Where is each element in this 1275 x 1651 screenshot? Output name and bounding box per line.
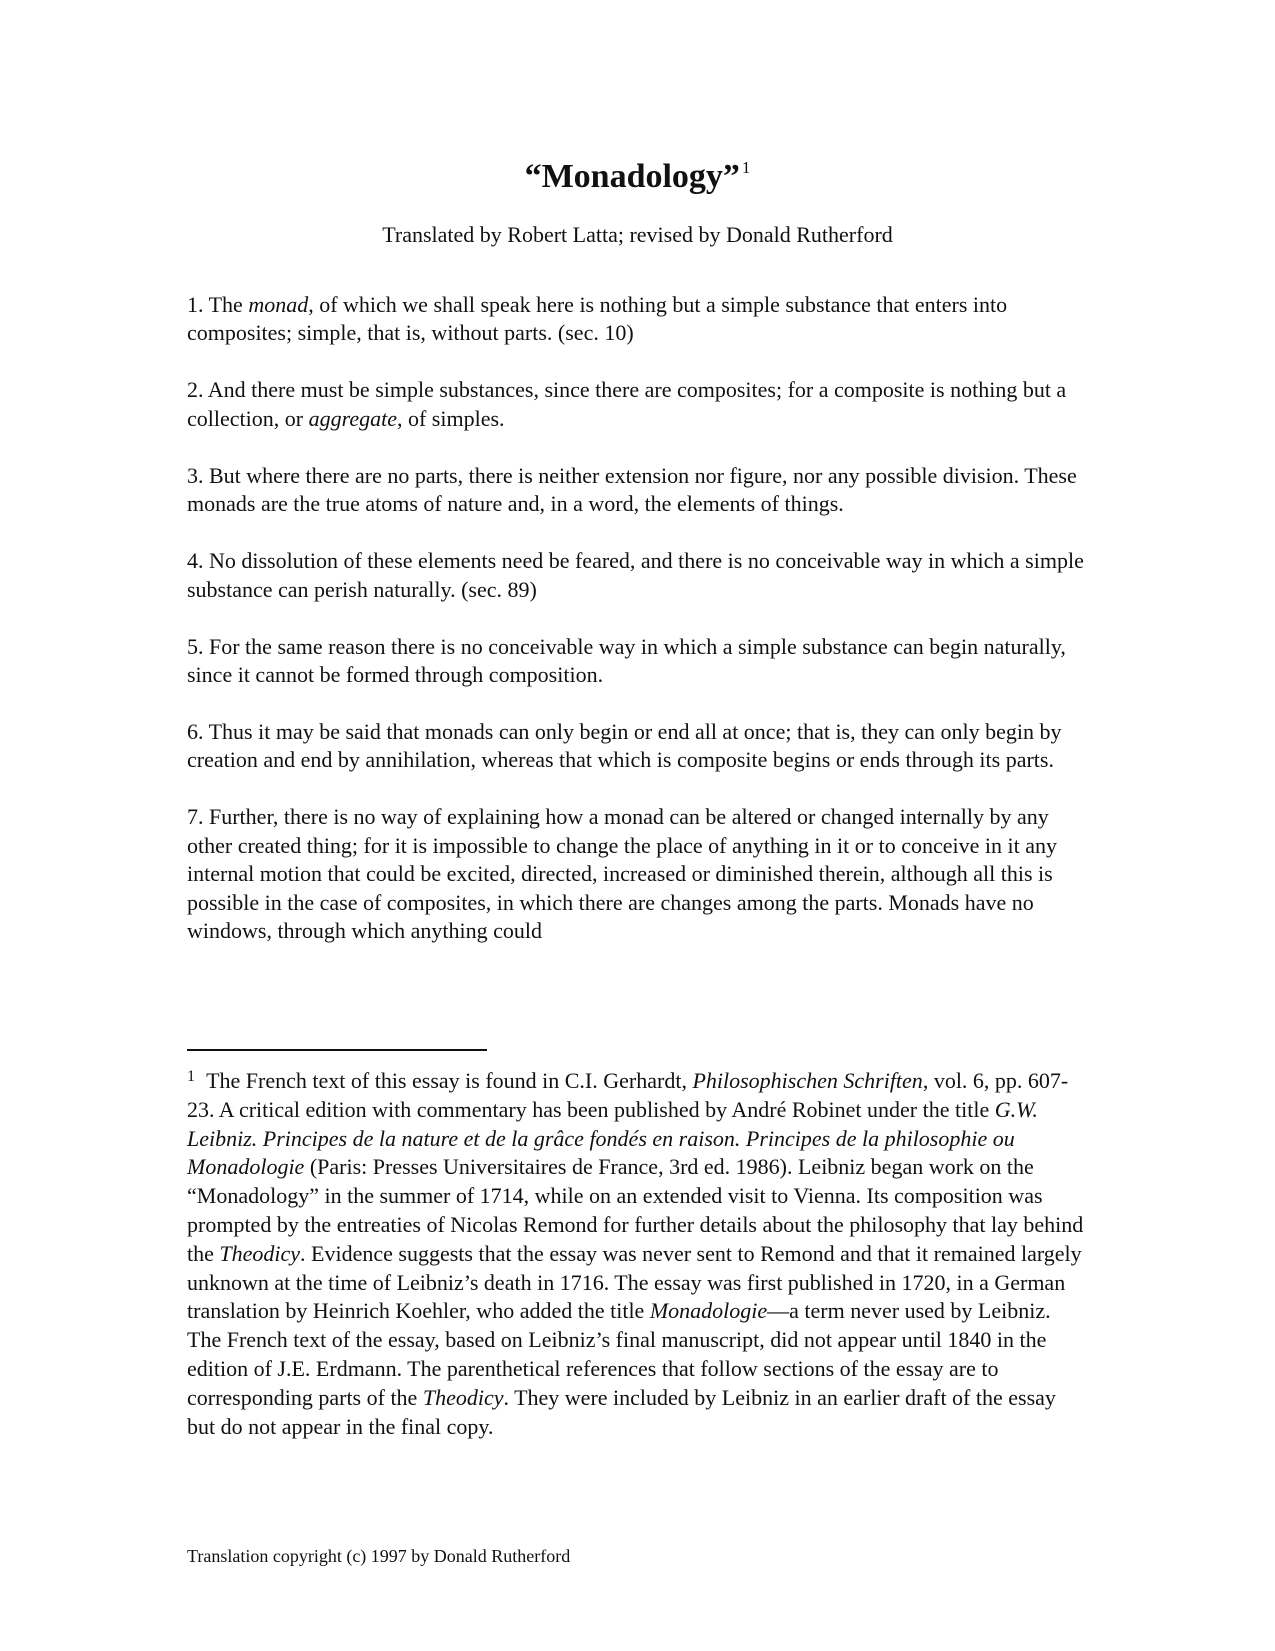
title-text: “Monadology” [524,158,740,195]
section-6: 6. Thus it may be said that monads can only begin or end all at once; that is, they can only begin by creation and end by annihilation, whereas that which is composite begins or ends through its parts. [187,719,1062,773]
section-3: 3. But where there are no parts, there is neither extension nor figure, nor any possible division. These monads are the true atoms of nature and, in a word, the elements of things. [187,462,1077,517]
footnote-marker: 1 [187,1068,195,1085]
section-2 [187,376,1087,433]
section-2-text-end: , of simples. [396,405,505,431]
footnote-emphasis-1: Philosophischen Schriften [692,1068,923,1093]
section-1 [187,291,1087,348]
section-1-text-start: 1. The [187,292,249,317]
footnote-emphasis-4: Monadologie [649,1298,768,1324]
footnote [187,1063,1087,1441]
subtitle: Translated by Robert Latta; revised by Donald Rutherford [382,222,893,247]
section-1-text-end: , of which we shall speak here is nothing but a simple substance that enters into composites; simple, that is, without parts. (sec. 10) [187,292,1008,346]
footnote-reference: 1 [741,158,751,177]
footnote-text-5: —a term never used by Leibniz. The French text of the essay, based on Leibniz’s final manuscript, did not appear until 1840 in the edition of J.E. Erdmann. The parenthetical references that follow sections of the essay are to corresponding parts of the [187,1298,1051,1410]
footnote-text-1: The French text of this essay is found in C.I. Gerhardt, [201,1068,693,1093]
footnote-emphasis-2: G.W. Leibniz. Principes de la nature et de la grâce fondés en raison. Principes de la philosophie ou Monadologie [187,1096,1038,1180]
section-1-emphasis: monad [248,292,309,317]
footnote-text-2: , vol. 6, pp. 607-23. A critical edition with commentary has been published by André Robinet under the title [187,1068,1069,1122]
footnote-text-4: . Evidence suggests that the essay was never sent to Remond and that it remained largely unknown at the time of Leibniz’s death in 1716. The essay was first published in 1720, in a German translation by Heinrich Koehler, who added the title [187,1240,1082,1324]
footnote-emphasis-5: Theodicy [422,1384,504,1410]
footnote-emphasis-3: Theodicy [219,1240,301,1266]
section-5: 5. For the same reason there is no conceivable way in which a simple substance can begin naturally, since it cannot be formed through composition. [187,633,1066,688]
section-4: 4. No dissolution of these elements need be feared, and there is no conceivable way in which a simple substance can perish naturally. (sec. 89) [187,548,1084,602]
section-7: 7. Further, there is no way of explaining how a monad can be altered or changed internally by any other created thing; for it is impossible to change the place of anything in it or to conceive in it any internal motion that could be excited, directed, increased or diminished therein, although all this is possible in the case of composites, in which there are changes among the parts. Monads have no windows, through which anything could [187,804,1057,944]
footnote-text-6: . They were included by Leibniz in an earlier draft of the essay but do not appear in the final copy. [187,1384,1056,1439]
copyright-notice: Translation copyright (c) 1997 by Donald Rutherford [187,1546,571,1566]
footnote-text-3: (Paris: Presses Universitaires de France, 3rd ed. 1986). Leibniz began work on the “Monadology” in the summer of 1714, while on an extended visit to Vienna. Its composition was prompted by the entreaties of Nicolas Remond for further details about the philosophy that lay behind the [187,1154,1084,1266]
footnote-divider [187,1049,487,1051]
page-title [0,147,1275,198]
section-2-emphasis: aggregate [308,405,397,431]
body-text [187,291,1087,974]
section-2-text-start: 2. And there must be simple substances, since there are composites; for a composite is nothing but a collection, or [187,377,1067,431]
